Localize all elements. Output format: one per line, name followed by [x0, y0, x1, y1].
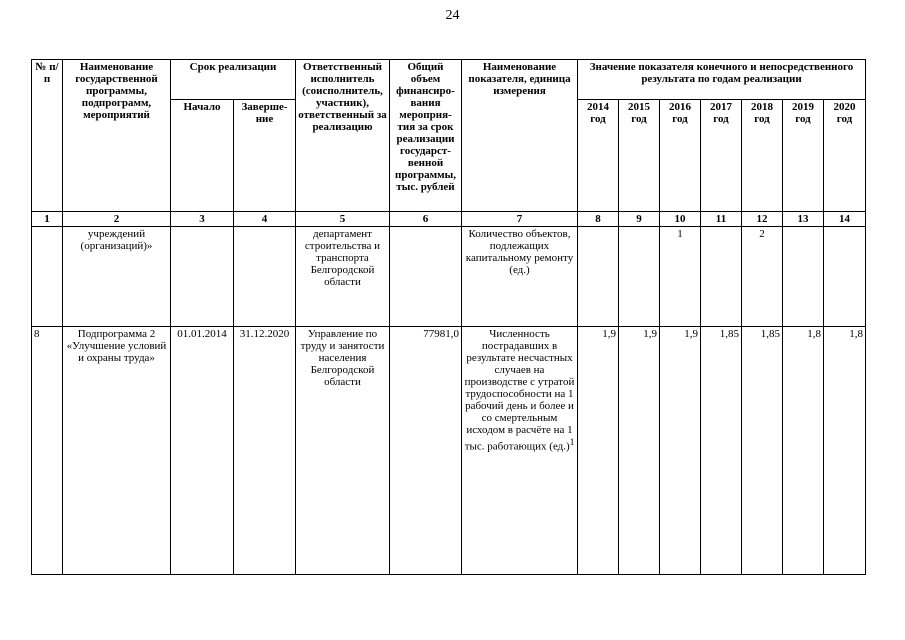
row-value: 1,85	[701, 327, 742, 575]
footnote-marker: 1	[569, 437, 575, 447]
row-value: 2	[742, 227, 783, 327]
header-num: № п/п	[32, 60, 63, 212]
header-start: Начало	[171, 100, 234, 212]
column-number: 12	[742, 212, 783, 227]
header-year: 2015 год	[619, 100, 660, 212]
row-indicator-text: Численность пострадавших в результате несчастных случаев на производстве с утратой трудоспособности на 1 рабочий день и более и со смертельным исходом в расчёте на 1 тыс. работающих (ед.)	[464, 328, 575, 453]
header-year: 2018 год	[742, 100, 783, 212]
row-num	[32, 227, 63, 327]
header-name: Наименование государственной программы, подпрограмм, мероприятий	[63, 60, 171, 212]
row-executor: департамент строительства и транспорта Белгородской области	[296, 227, 390, 327]
row-value: 1	[660, 227, 701, 327]
row-num: 8	[32, 327, 63, 575]
header-year: 2016 год	[660, 100, 701, 212]
column-number: 13	[783, 212, 824, 227]
header-year: 2019 год	[783, 100, 824, 212]
column-number: 5	[296, 212, 390, 227]
column-number: 6	[390, 212, 462, 227]
column-number: 1	[32, 212, 63, 227]
row-indicator	[462, 327, 578, 575]
row-value	[783, 227, 824, 327]
row-value: 1,8	[783, 327, 824, 575]
row-value: 1,9	[578, 327, 619, 575]
column-number: 2	[63, 212, 171, 227]
page-number: 24	[445, 8, 460, 23]
column-number: 3	[171, 212, 234, 227]
column-number: 7	[462, 212, 578, 227]
row-value: 1,8	[824, 327, 866, 575]
row-value: 1,9	[660, 327, 701, 575]
header-end: Заверше-ние	[234, 100, 296, 212]
header-indicator: Наименование показателя, единица измерения	[462, 60, 578, 212]
header-finance: Общий объем финансиро-вания меропрня-тия за срок реализации государст-венной программы, тыс. рублей	[390, 60, 462, 212]
row-executor: Управление по труду и занятости населения Белгородской области	[296, 327, 390, 575]
header-year: 2014 год	[578, 100, 619, 212]
header-year: 2020 год	[824, 100, 866, 212]
table-row	[32, 327, 866, 575]
row-value	[578, 227, 619, 327]
header-values: Значение показателя конечного и непосредственного результата по годам реализации	[578, 60, 866, 100]
header-term: Срок реализации	[171, 60, 296, 100]
row-finance	[390, 227, 462, 327]
row-value: 1,85	[742, 327, 783, 575]
row-value	[619, 227, 660, 327]
row-end: 31.12.2020	[234, 327, 296, 575]
table-row	[32, 227, 866, 327]
row-indicator: Количество объектов, подлежащих капитальному ремонту (ед.)	[462, 227, 578, 327]
row-name: Подпрограмма 2 «Улучшение условий и охраны труда»	[63, 327, 171, 575]
row-end	[234, 227, 296, 327]
row-start	[171, 227, 234, 327]
column-number: 10	[660, 212, 701, 227]
program-table	[31, 59, 866, 575]
column-number: 9	[619, 212, 660, 227]
header-year: 2017 год	[701, 100, 742, 212]
row-finance: 77981,0	[390, 327, 462, 575]
column-number: 11	[701, 212, 742, 227]
row-name: учреждений (организаций)»	[63, 227, 171, 327]
column-number: 8	[578, 212, 619, 227]
column-number: 4	[234, 212, 296, 227]
row-value	[824, 227, 866, 327]
header-executor: Ответственный исполнитель (соисполнитель, участник), ответственный за реализацию	[296, 60, 390, 212]
column-number: 14	[824, 212, 866, 227]
row-value	[701, 227, 742, 327]
row-value: 1,9	[619, 327, 660, 575]
row-start: 01.01.2014	[171, 327, 234, 575]
